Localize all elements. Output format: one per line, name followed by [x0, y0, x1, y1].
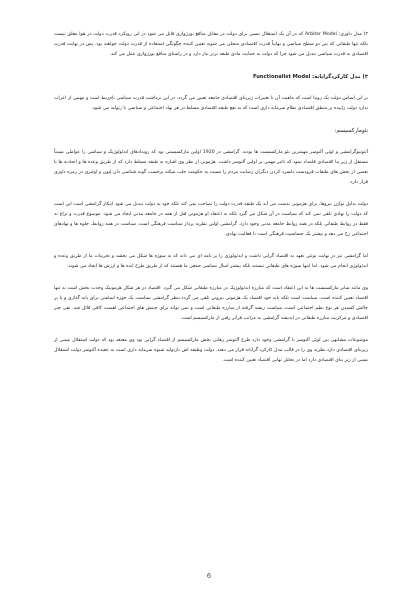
paragraph-althusser: موضوعات مشابهی بین لوئی آلتوسر با گرامشی وجود دارد طرح آلتوسر رهایی بخش مارکسیسم از اقتصاد گرایی بود وی معتقد بود که دولت استقلال نسبی از زیربنای اقتصادی دارد.نظریه وی را در قالب مدل کارکرد گرایانه قرار می دهند. دولت وظیفه اش بازتولید شیوه سرمایه داری است به عقیده آلتوسر دولت استقلال نسبی از زیر بنای اقتصادی دارد اما در تحلیل نهایی اقتصاد تعیین کننده است.	[54, 338, 368, 363]
paragraph-gramsci-althusser: آنتونیوگرامشی و لوئی آلتوسر مهمترین نئو مارکسیست ها بودند. گرامشی در 1920 اولین مارکسیستی بود که رویدادهای ایدئولوژیک و سیاسی را عواملی نسبتاً مستقل از زیر بنا اقتصادی قلمداد نمود که تاثیر مهمی بر اولین آلتوسر داشت. هژمونی از نظر وی اشاره به طبقه مسلط دارد که از طریق وعده ها و اتحادیه ها با بعضی از بخش های طبقات فرودست دلسرد کردن دیگران رضایت مردم را نسبت به حکومت جلب میکند برحسب گونه شناسی دان لیون و اولیری در زمره داوری قرار دارد.	[54, 150, 368, 185]
paragraph-economism: اما گرامشی نیز در نهایت نوعی تعهد به اقتصاد گرایی داشت و ایدئولوژی را بر نامه ای می داند که به سوژه ها شکل می بخشد و تجربیات ما از طریق وعده و ایدئولوژی انجام می شود. اما اینها سوژه های طبقاتی نیستند بلکه بیشتر امیال سیاسی جمعی ما هستند که از طریق طرح ایده ها و ارزش ها ایجاد می شوند.	[54, 254, 368, 269]
heading-neomarxism: نئومارکسیسم:	[334, 128, 368, 134]
document-page	[54, 30, 368, 378]
paragraph-arbiter-model: ۲) مدل داوری: Arbiter Model که در آن یک استقلال نسبی برای دولت در مقابل منافع بورژوازی قایل می شود در این رویکرد قدرت دولت در هوا معلق نیست بلکه تنها طبقاتی که بین دو سطح سیاسی و نهایتاً قدرت اقتصادی متجلی می شوند تعیین کننده چگونگی استفاده از قدرت دولت خواهند بود. پس در نهایت قدرت اقتصادی به قدرت سیاسی تبدیل می شود چرا که دولت به حمایت مادی طبقه برتر نیاز دارد و در راستای منافع بورژوازی عمل می کند.	[54, 32, 369, 57]
paragraph-hegemony: دولت بدلیل توازن نیروها، برای هژمونی بدست می آید یک طبقه قدرت دولت را تصاحب نمی کند بلکه خود به دولت تبدیل می شود ابتکار گرامشی است این است که دولت را نهادی تلقی نمی کند که سیاست در آن شکل می گیرد بلکه به اعتقاد او هژمونی قبل از همه در جامعه مدنی ایجاد می شود. موضوع قدرت و نزاع نه فقط در روابط طبقاتی بلکه در همه روابط جامعه مدنی وجود دارد. گرامشی اولین نظریه پرداز سیاست فرهنگی است. سیاست در همه روابط، جلوه ها و نهادهای اجتماعی رخ می دهد و بیشتر یک حساسیت فرهنگی است تا فعالیت نهادی.	[54, 202, 368, 237]
paragraph-ideological-struggle: وی مانند سایر مارکسیست ها به این اعتقاد است که مبارزه ایدئولوژیک در مبارزه طبقاتی شکل می گیرد. اقتصاد در هر شکل هژمونیک وحدت بخش است نه تنها اقتصاد تعیین کننده است، سیاست است بلکه باید خود اقتصاد یک هژمونی بیرونی تلقی می گردد.بنظر گرامشی سیاست یک حوزه اساسی برای پایه گذاری و یا بر چالش کشیدن هر نوع نظم اجتماعی است، سیاست ریشه گرفته از مبارزه طبقاتی است و نمی تواند برای جنبش های اجتماعی اهمیت کافی قائل شد. نفی جبر اقتصادی و مرکزیت مبارزه طبقاتی در اندیشه گرامشی به مراتب فراتر رفتن از مارکسیسم است.	[54, 286, 368, 321]
page-number: 6	[206, 572, 212, 580]
paragraph-functionalist: بر این اساس دولت یک روبنا است که ماهیت آن با تغییرات زیربنای اقتصادی جامعه تعیین می گردد. در این برداشت قدرت سیاسی تام‌ربط است و مهمی از اعراب ندارد دولت زاییده بر منطق اقتصادی نظام سرمایه داری است که به نفع طبقه اقتصادی مسلط در هر نهاد اجتماعی و سیاسی با زتولید می شود.	[54, 96, 368, 111]
heading-functionalist-model: ۳) مدل کارکردگرایانه: Functionalist Model	[252, 74, 368, 80]
